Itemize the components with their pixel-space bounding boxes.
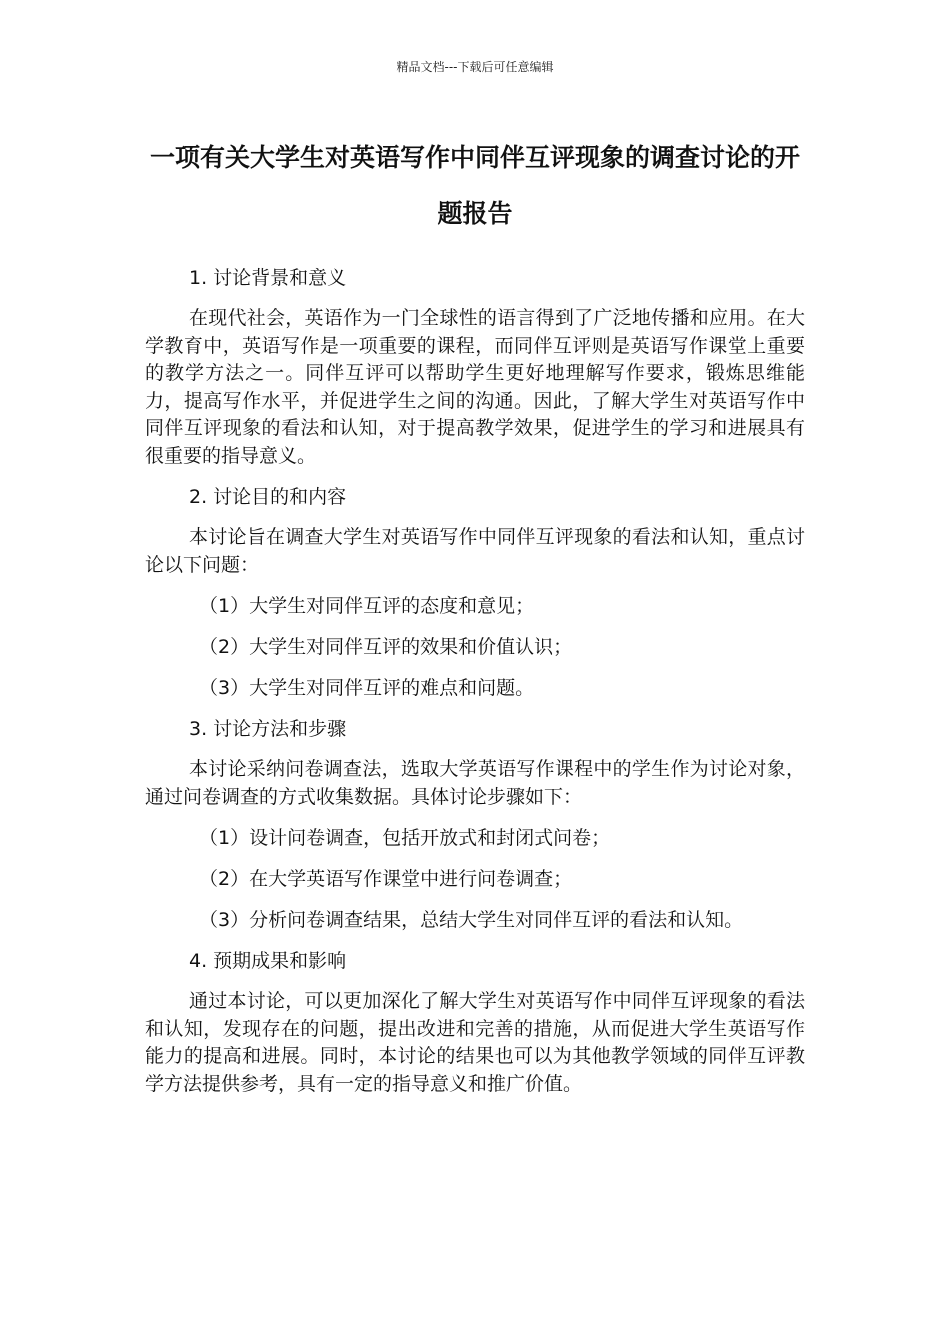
- page-header: 精品文档---下载后可任意编辑: [396, 60, 554, 74]
- paragraph: 在现代社会，英语作为一门全球性的语言得到了广泛地传播和应用。在大学教育中，英语写作是一项重要的课程，而同伴互评则是英语写作课堂上重要的教学方法之一。同伴互评可以帮助学生更好地理解写作要求，锻炼思维能力，提高写作水平，并促进学生之间的沟通。因此，了解大学生对英语写作中同伴互评现象的看法和认知，对于提高教学效果，促进学生的学习和进展具有很重要的指导意义。: [145, 307, 805, 467]
- section-heading: 1. 讨论背景和意义: [189, 267, 347, 289]
- section-heading: 4. 预期成果和影响: [189, 950, 347, 972]
- list-item: （2）大学生对同伴互评的效果和价值认识；: [199, 636, 573, 658]
- section-heading: 3. 讨论方法和步骤: [189, 718, 347, 740]
- list-item: （2）在大学英语写作课堂中进行问卷调查；: [199, 868, 573, 890]
- list-item: （1）大学生对同伴互评的态度和意见；: [199, 595, 535, 617]
- section-heading: 2. 讨论目的和内容: [189, 486, 347, 508]
- list-item: （3）大学生对同伴互评的难点和问题。: [199, 677, 535, 699]
- document-body: [145, 130, 805, 1111]
- list-item: （1）设计问卷调查，包括开放式和封闭式问卷；: [199, 827, 611, 849]
- paragraph: 本讨论旨在调查大学生对英语写作中同伴互评现象的看法和认知，重点讨论以下问题：: [145, 526, 805, 576]
- paragraph: 本讨论采纳问卷调查法，选取大学英语写作课程中的学生作为讨论对象，通过问卷调查的方式收集数据。具体讨论步骤如下：: [145, 758, 805, 808]
- document-content: [145, 264, 805, 1098]
- document-title: 一项有关大学生对英语写作中同伴互评现象的调查讨论的开题报告: [149, 143, 800, 228]
- list-item: （3）分析问卷调查结果，总结大学生对同伴互评的看法和认知。: [199, 909, 744, 931]
- paragraph: 通过本讨论，可以更加深化了解大学生对英语写作中同伴互评现象的看法和认知，发现存在的问题，提出改进和完善的措施，从而促进大学生英语写作能力的提高和进展。同时，本讨论的结果也可以为其他教学领域的同伴互评教学方法提供参考，具有一定的指导意义和推广价值。: [145, 990, 805, 1095]
